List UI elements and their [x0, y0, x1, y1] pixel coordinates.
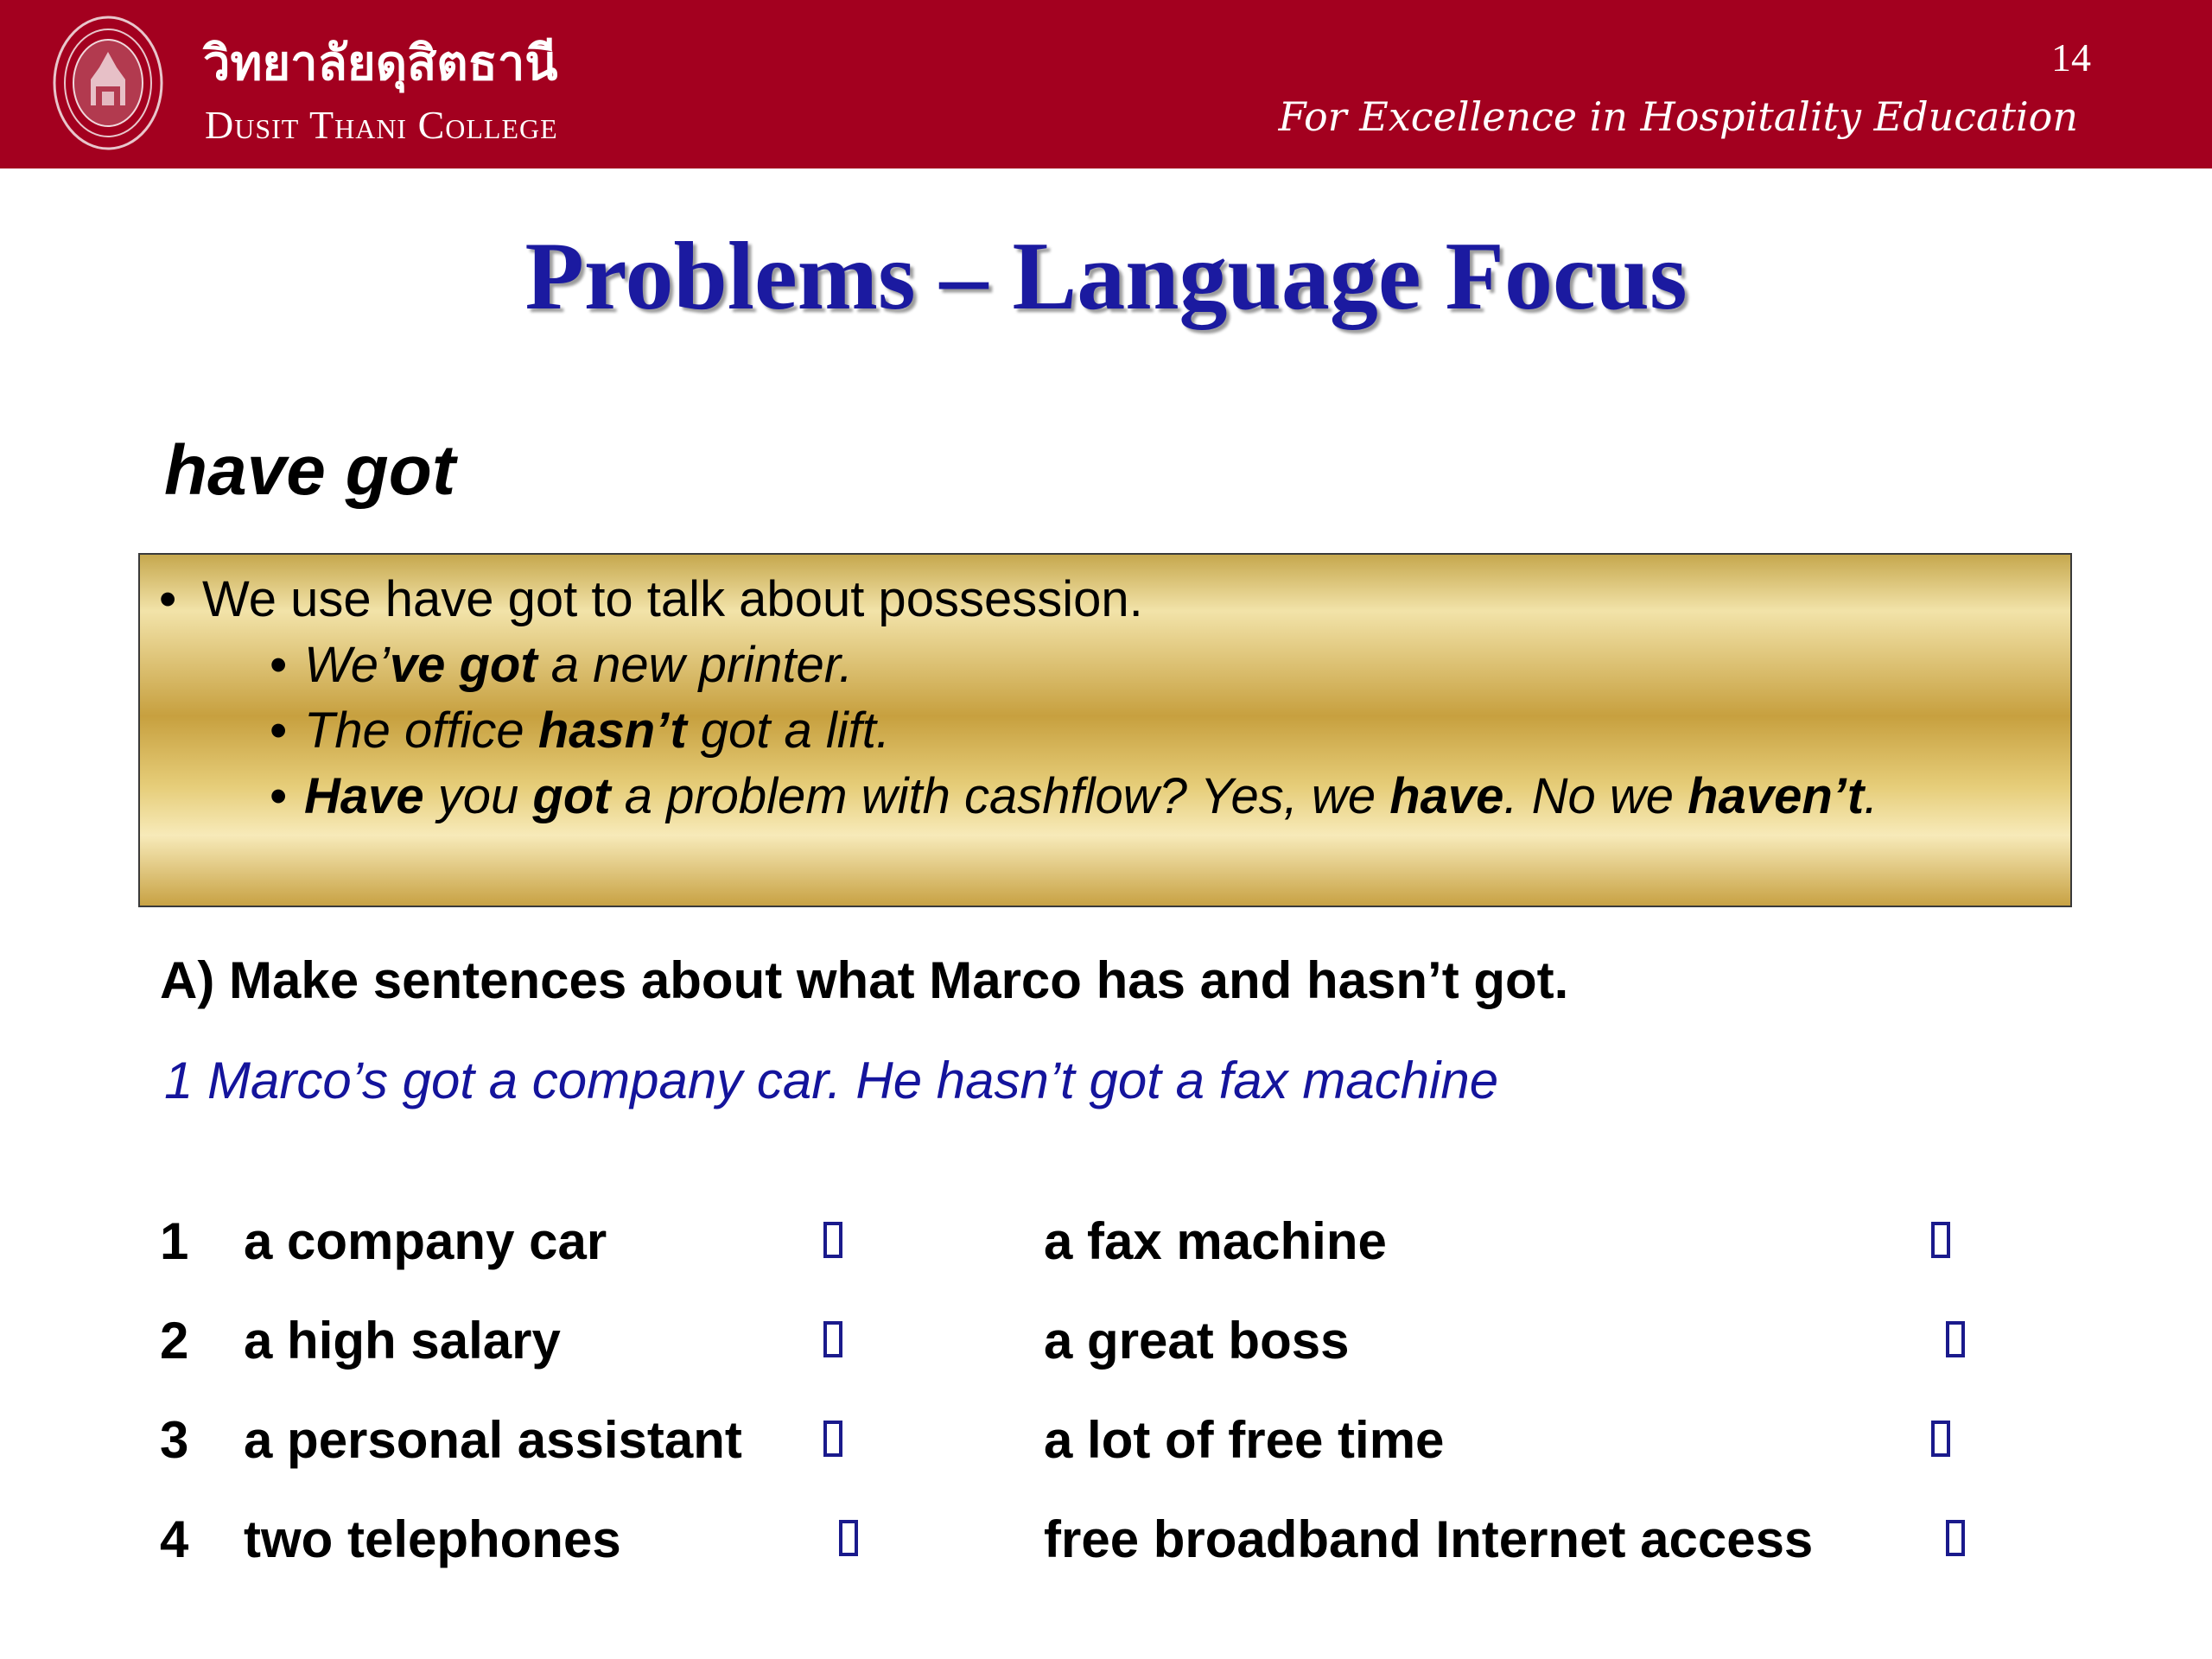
example-part: . [1864, 768, 1878, 824]
empty-box-icon [1931, 1421, 1950, 1457]
example-part-bold: haven’t [1688, 768, 1865, 824]
item-number: 2 [160, 1312, 189, 1370]
example-part: a problem with cashflow? Yes, we [610, 768, 1390, 824]
example-part-bold: Have [304, 768, 424, 824]
exercise-row [0, 1211, 2212, 1289]
exercise-instruction: A) Make sentences about what Marco has and hasn’t got. [160, 951, 1569, 1009]
item-left: a high salary [244, 1312, 561, 1370]
example-part: We’ [304, 637, 390, 693]
example-part-bold: got [532, 768, 611, 824]
empty-box-icon [823, 1321, 842, 1357]
header-band [0, 0, 2212, 168]
college-name-english: Dusit Thani College [205, 103, 558, 147]
empty-box-icon [1931, 1222, 1950, 1258]
example-part-bold: ve got [389, 637, 537, 693]
college-name-thai: วิทยาลัยดุสิตธานี [203, 35, 558, 92]
example-sentence [270, 702, 890, 760]
example-part: a new printer. [537, 637, 854, 693]
item-number: 3 [160, 1411, 189, 1469]
item-left: a personal assistant [244, 1411, 742, 1469]
bullet-icon: • [270, 768, 288, 824]
topic-heading: have got [164, 431, 456, 510]
example-part-bold: hasn’t [537, 702, 687, 759]
item-number: 4 [160, 1510, 189, 1568]
example-sentence [270, 767, 1878, 825]
bullet-icon: • [159, 571, 177, 627]
empty-box-icon [823, 1421, 842, 1457]
example-part-bold: have [1389, 768, 1504, 824]
example-part: got a lift. [686, 702, 891, 759]
slide-number: 14 [2051, 35, 2091, 79]
example-part: The office [304, 702, 538, 759]
bullet-icon: • [270, 637, 288, 693]
item-number: 1 [160, 1212, 189, 1270]
item-right: a lot of free time [1044, 1411, 1445, 1469]
item-right: free broadband Internet access [1044, 1510, 1814, 1568]
item-left: two telephones [244, 1510, 621, 1568]
college-seal-icon [50, 12, 167, 155]
example-part: . No we [1503, 768, 1688, 824]
empty-box-icon [839, 1520, 858, 1556]
exercise-row [0, 1510, 2212, 1587]
empty-box-icon [823, 1222, 842, 1258]
empty-box-icon [1946, 1321, 1965, 1357]
bullet-icon: • [270, 702, 288, 759]
empty-box-icon [1946, 1520, 1965, 1556]
example-sentence [270, 636, 853, 694]
example-part: you [423, 768, 533, 824]
item-right: a fax machine [1044, 1212, 1387, 1270]
rule-statement [159, 570, 1143, 628]
grammar-rule-box [138, 553, 2072, 907]
college-tagline: For Excellence in Hospitality Education [1278, 93, 2078, 140]
slide-title: Problems – Language Focus [524, 223, 1688, 330]
exercise-row [0, 1410, 2212, 1488]
exercise-row [0, 1311, 2212, 1389]
item-right: a great boss [1044, 1312, 1350, 1370]
item-left: a company car [244, 1212, 607, 1270]
model-answer: 1 Marco’s got a company car. He hasn’t got a fax machine [164, 1052, 1499, 1109]
rule-statement-text: We use have got to talk about possession. [202, 571, 1143, 627]
